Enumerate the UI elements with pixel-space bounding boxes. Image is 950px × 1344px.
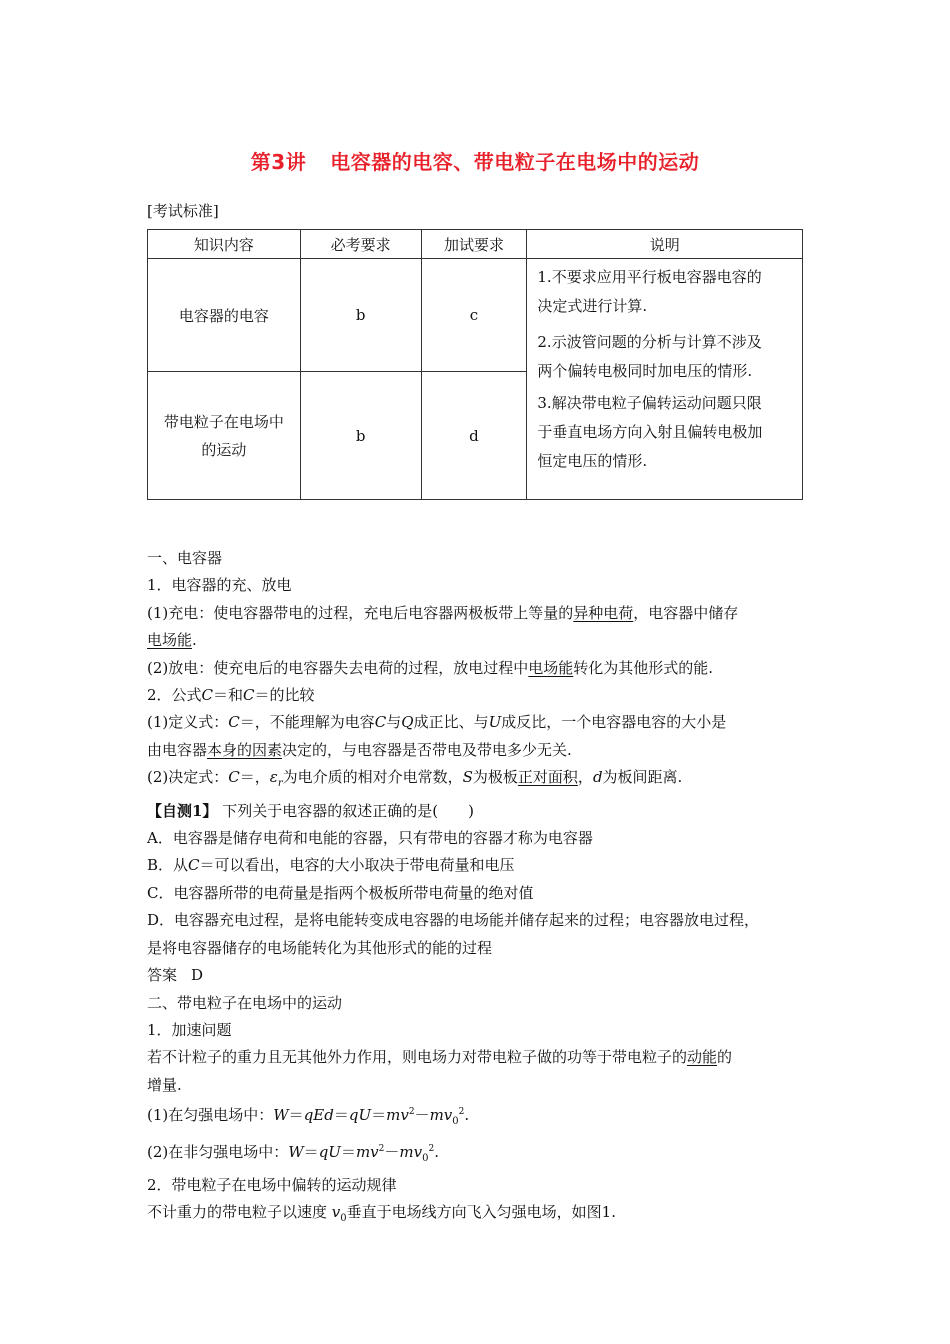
row2-content-line1: 带电粒子在电场中	[163, 412, 284, 431]
note-line: 两个偏转电极同时加电压的情形.	[537, 362, 753, 380]
exam-standard-label: [考试标准]	[147, 202, 219, 220]
table-header-row	[148, 230, 803, 259]
note-line: 3.解决带电粒子偏转运动问题只限	[537, 394, 762, 412]
self-test-tag: 【自测1】	[147, 801, 218, 820]
option-d: D．电容器充电过程，是将电能转变成电容器的电场能并储存起来的过程；电容器放电过程，	[147, 911, 760, 930]
row1-extra: c	[421, 259, 527, 372]
paragraph: 若不计粒子的重力且无其他外力作用，则电场力对带电粒子做的功等于带电粒子的动能的	[147, 1048, 733, 1067]
paragraph: 电场能.	[147, 631, 197, 650]
subsection-heading: 2．带电粒子在电场中偏转的运动规律	[147, 1175, 397, 1194]
header-required: 必考要求	[300, 230, 421, 259]
note-line: 1.不要求应用平行板电容器电容的	[537, 268, 762, 286]
paragraph: (1)充电：使电容器带电的过程，充电后电容器两极板带上等量的异种电荷，电容器中储存	[147, 603, 739, 622]
note-line: 恒定电压的情形.	[537, 452, 648, 470]
note-line: 2.示波管问题的分析与计算不涉及	[537, 333, 762, 351]
subsection-heading: 1．电容器的充、放电	[147, 576, 292, 595]
subsection-heading: 2．公式C＝和C＝的比较	[147, 686, 315, 705]
paragraph: 不计重力的带电粒子以速度 $v_0$垂直于电场线方向飞入匀强电场，如图1.	[147, 1203, 616, 1225]
self-test-question: 【自测1】 下列关于电容器的叙述正确的是( )	[147, 801, 474, 820]
exam-standard-table	[147, 229, 803, 500]
answer: 答案 D	[147, 966, 204, 985]
row2-required: b	[300, 372, 421, 500]
paragraph: 增量.	[147, 1075, 182, 1094]
section-heading: 二、带电粒子在电场中的运动	[147, 993, 343, 1012]
paragraph: 由电容器本身的因素决定的，与电容器是否带电及带电多少无关.	[147, 740, 572, 759]
formula-uniform: (1)在匀强电场中：$W=qEd=qU=mv^2-mv_0^2$.	[147, 1106, 470, 1128]
option-d-cont: 是将电容器储存的电场能转化为其他形式的能的过程	[147, 938, 493, 957]
option-c: C．电容器所带的电荷量是指两个极板所带电荷量的绝对值	[147, 883, 534, 902]
formula-nonuniform: (2)在非匀强电场中：$W=qU=mv^2-mv_0^2$.	[147, 1142, 439, 1164]
option-a: A．电容器是储存电荷和电能的容器，只有带电的容器才称为电容器	[147, 829, 593, 848]
table-row	[148, 259, 803, 372]
row2-content-line2: 的运动	[201, 440, 247, 459]
row1-required: b	[300, 259, 421, 372]
page-title	[0, 146, 950, 175]
row2-content	[148, 372, 301, 500]
paragraph: (1)定义式：C＝，不能理解为电容C与Q成正比、与U成反比，一个电容器电容的大小是	[147, 713, 727, 732]
notes-cell	[527, 259, 803, 500]
note-line: 决定式进行计算.	[537, 297, 648, 315]
header-extra: 加试要求	[421, 230, 527, 259]
header-notes: 说明	[527, 230, 803, 259]
lecture-number: 第3讲	[250, 150, 307, 174]
row1-content: 电容器的电容	[148, 259, 301, 372]
note-line: 于垂直电场方向入射且偏转电极加	[537, 423, 763, 441]
paragraph: (2)决定式：C＝，$\varepsilon_r$为电介质的相对介电常数，S为极板正对面积，d为板间距离.	[147, 768, 683, 790]
section-heading: 一、电容器	[147, 549, 223, 567]
header-content: 知识内容	[148, 230, 301, 259]
option-b: B．从C＝可以看出，电容的大小取决于带电荷量和电压	[147, 856, 515, 875]
paragraph: (2)放电：使充电后的电容器失去电荷的过程，放电过程中电场能转化为其他形式的能.	[147, 658, 714, 677]
lecture-topic: 电容器的电容、带电粒子在电场中的运动	[330, 150, 700, 174]
body-text	[147, 545, 813, 1233]
row2-extra: d	[421, 372, 527, 500]
subsection-heading: 1．加速问题	[147, 1020, 232, 1039]
